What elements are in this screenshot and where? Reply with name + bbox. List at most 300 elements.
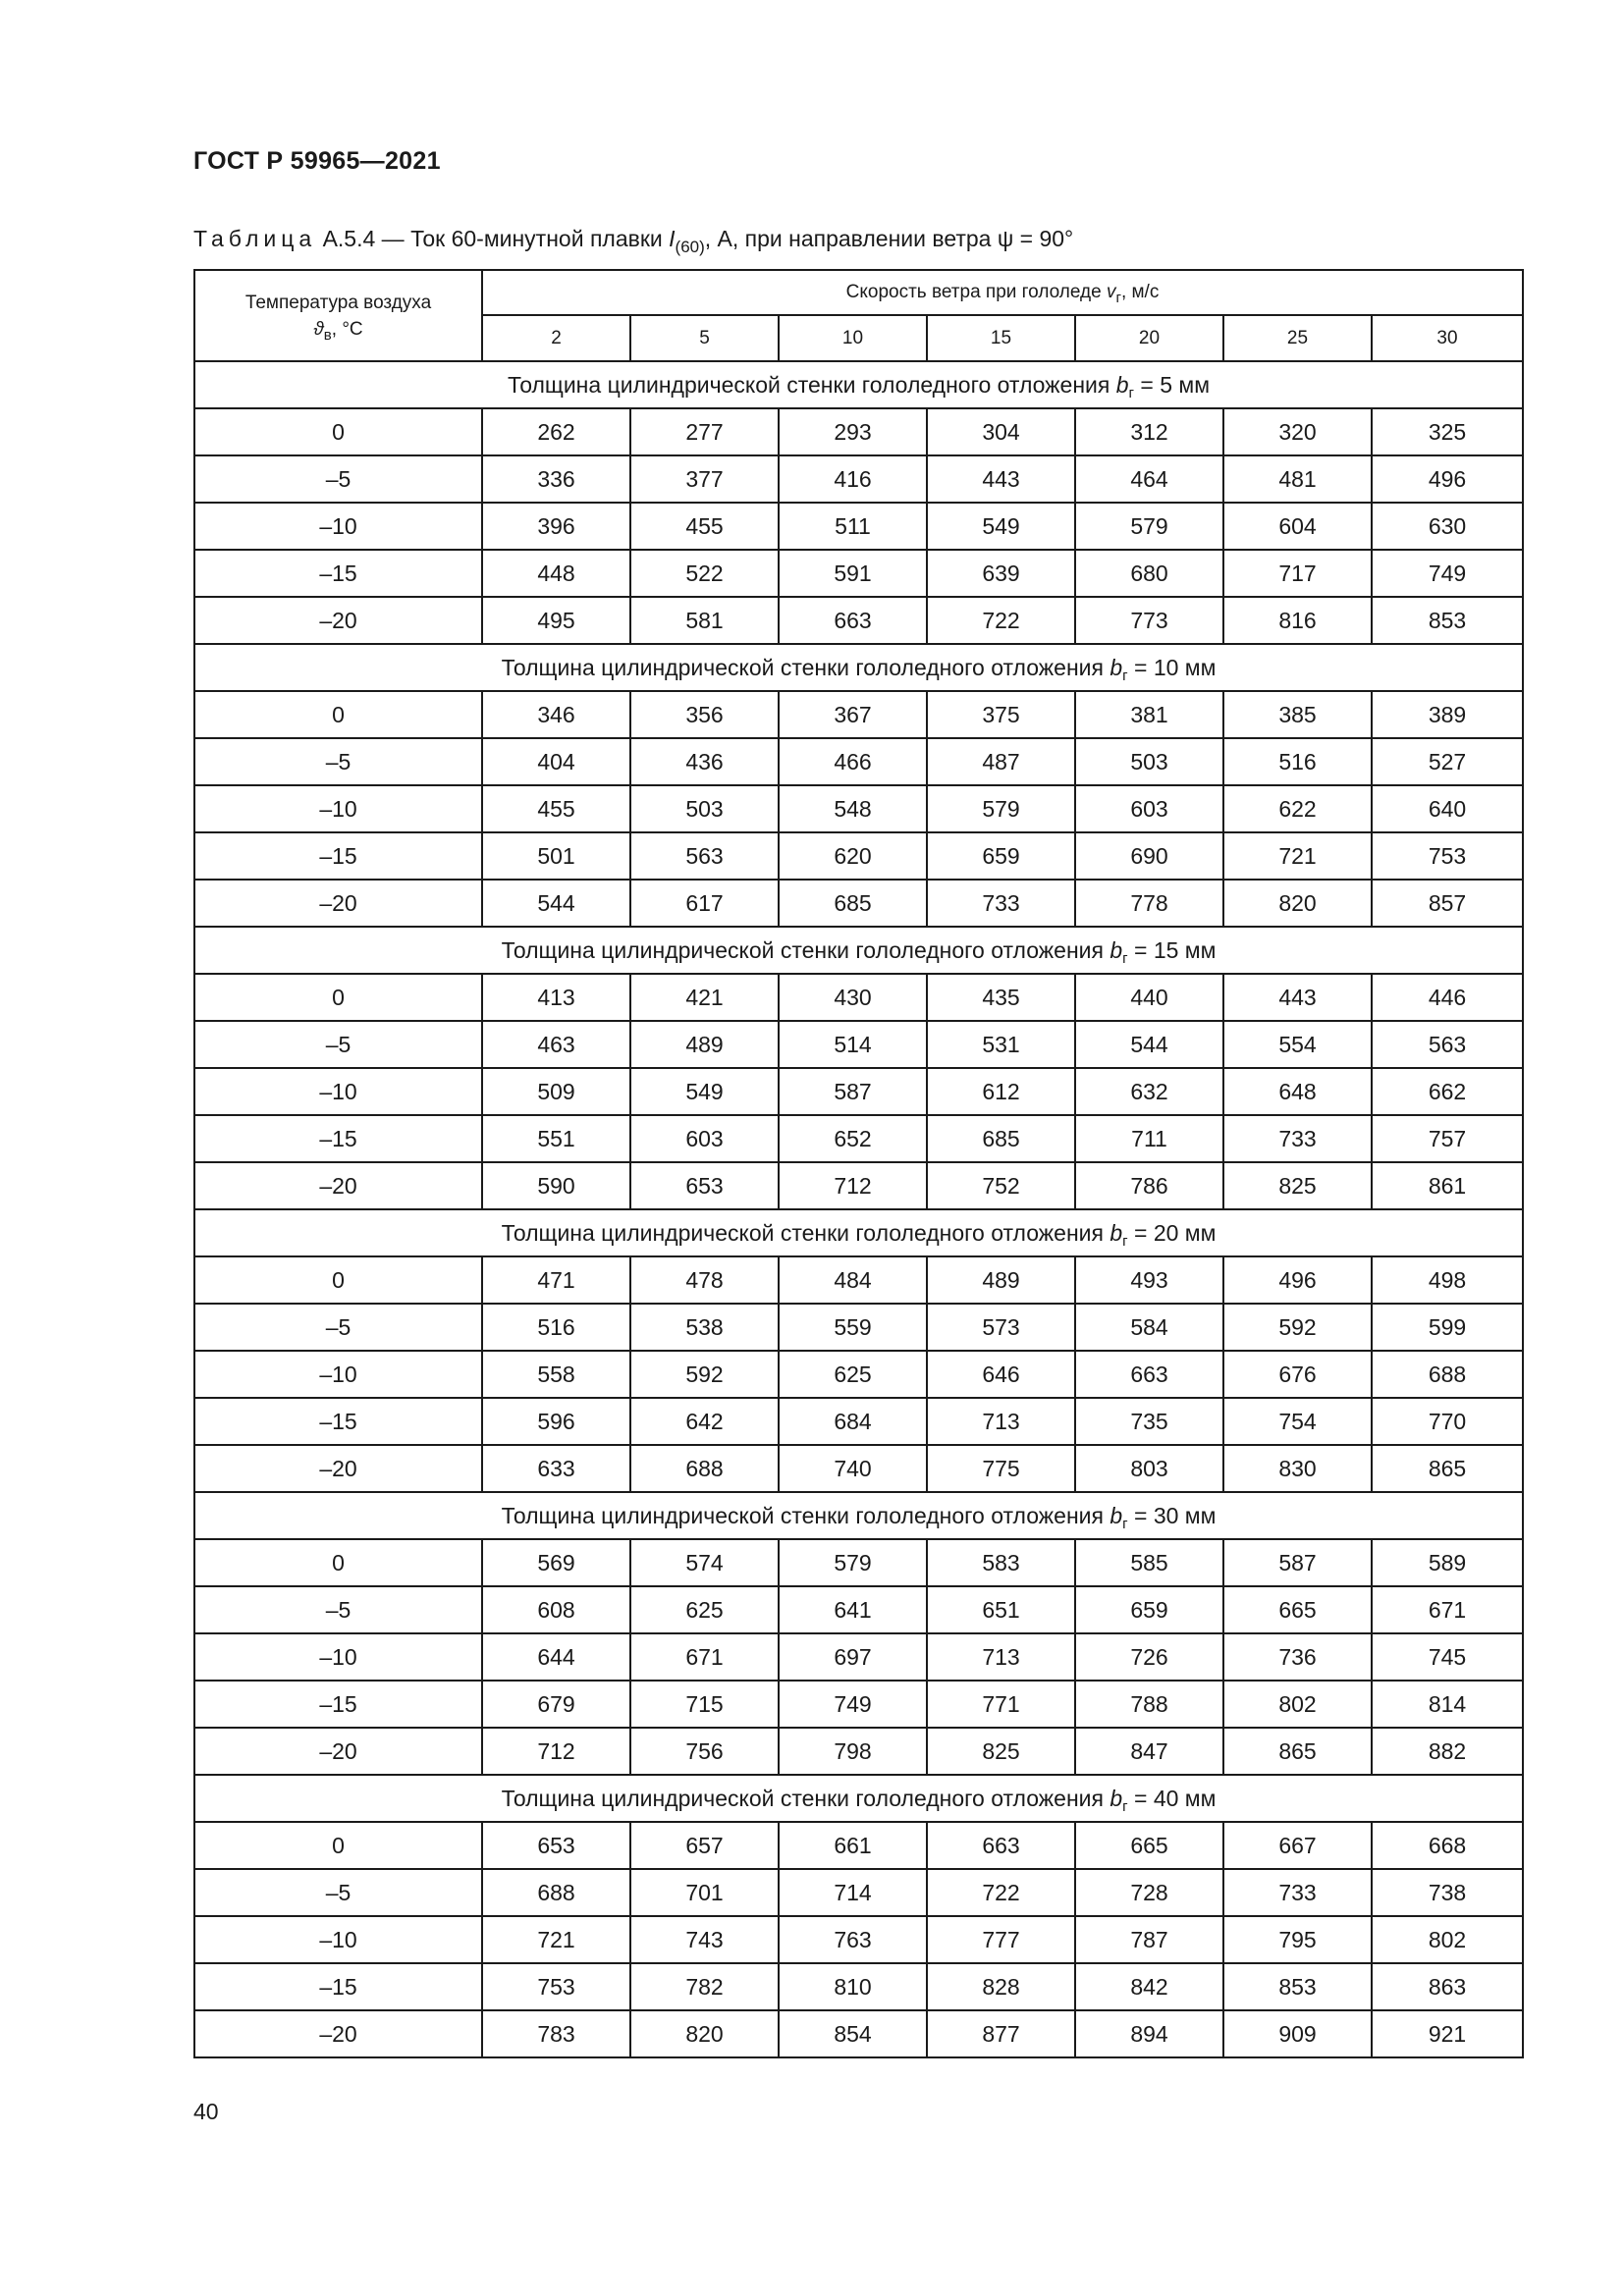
current-value-cell: 863 bbox=[1372, 1963, 1523, 2010]
section-symbol: b bbox=[1110, 1785, 1123, 1811]
current-value-cell: 825 bbox=[927, 1728, 1075, 1775]
current-value-cell: 583 bbox=[927, 1539, 1075, 1586]
current-value-cell: 733 bbox=[927, 880, 1075, 927]
table-row bbox=[194, 1304, 1523, 1351]
current-value-cell: 498 bbox=[1372, 1256, 1523, 1304]
table-row bbox=[194, 1256, 1523, 1304]
document-header: ГОСТ Р 59965—2021 bbox=[193, 147, 441, 175]
table-row bbox=[194, 1869, 1523, 1916]
table-row bbox=[194, 1916, 1523, 1963]
current-value-cell: 569 bbox=[482, 1539, 630, 1586]
current-value-cell: 563 bbox=[1372, 1021, 1523, 1068]
current-value-cell: 584 bbox=[1075, 1304, 1223, 1351]
current-value-cell: 367 bbox=[779, 691, 927, 738]
temperature-cell: –15 bbox=[194, 550, 482, 597]
table-row bbox=[194, 597, 1523, 644]
section-heading bbox=[194, 1209, 1523, 1256]
current-value-cell: 633 bbox=[482, 1445, 630, 1492]
current-value-cell: 579 bbox=[779, 1539, 927, 1586]
temperature-cell: –5 bbox=[194, 1021, 482, 1068]
current-value-cell: 795 bbox=[1223, 1916, 1372, 1963]
current-value-cell: 603 bbox=[1075, 785, 1223, 832]
table-row bbox=[194, 1162, 1523, 1209]
current-value-cell: 711 bbox=[1075, 1115, 1223, 1162]
current-value-cell: 680 bbox=[1075, 550, 1223, 597]
current-value-cell: 548 bbox=[779, 785, 927, 832]
current-value-cell: 722 bbox=[927, 1869, 1075, 1916]
current-value-cell: 714 bbox=[779, 1869, 927, 1916]
section-row bbox=[194, 644, 1523, 691]
section-symbol-sub: г bbox=[1122, 1232, 1128, 1250]
caption-symbol-sub: (60) bbox=[675, 238, 705, 256]
current-value-cell: 653 bbox=[482, 1822, 630, 1869]
table-row bbox=[194, 880, 1523, 927]
temperature-cell: –10 bbox=[194, 785, 482, 832]
current-value-cell: 549 bbox=[927, 503, 1075, 550]
current-value-cell: 389 bbox=[1372, 691, 1523, 738]
section-heading-text: Толщина цилиндрической стенки гололедного отложения bbox=[507, 371, 1116, 398]
current-value-cell: 385 bbox=[1223, 691, 1372, 738]
current-value-cell: 770 bbox=[1372, 1398, 1523, 1445]
current-value-cell: 336 bbox=[482, 455, 630, 503]
current-value-cell: 685 bbox=[927, 1115, 1075, 1162]
current-value-cell: 277 bbox=[630, 408, 779, 455]
current-value-cell: 320 bbox=[1223, 408, 1372, 455]
current-value-cell: 489 bbox=[927, 1256, 1075, 1304]
current-value-cell: 735 bbox=[1075, 1398, 1223, 1445]
current-value-cell: 421 bbox=[630, 974, 779, 1021]
temperature-unit: , °С bbox=[331, 318, 363, 340]
table-body bbox=[194, 361, 1523, 2057]
current-table bbox=[193, 269, 1524, 2058]
speed-symbol-sub: г bbox=[1115, 290, 1121, 306]
current-value-cell: 847 bbox=[1075, 1728, 1223, 1775]
current-value-cell: 749 bbox=[1372, 550, 1523, 597]
current-value-cell: 909 bbox=[1223, 2010, 1372, 2057]
table-row bbox=[194, 2010, 1523, 2057]
current-value-cell: 304 bbox=[927, 408, 1075, 455]
current-value-cell: 756 bbox=[630, 1728, 779, 1775]
current-value-cell: 596 bbox=[482, 1398, 630, 1445]
table-row bbox=[194, 1681, 1523, 1728]
current-value-cell: 608 bbox=[482, 1586, 630, 1633]
temperature-cell: 0 bbox=[194, 1256, 482, 1304]
current-value-cell: 651 bbox=[927, 1586, 1075, 1633]
current-value-cell: 549 bbox=[630, 1068, 779, 1115]
current-value-cell: 591 bbox=[779, 550, 927, 597]
current-value-cell: 592 bbox=[630, 1351, 779, 1398]
current-value-cell: 688 bbox=[482, 1869, 630, 1916]
table-row bbox=[194, 455, 1523, 503]
current-value-cell: 639 bbox=[927, 550, 1075, 597]
current-value-cell: 712 bbox=[779, 1162, 927, 1209]
section-row bbox=[194, 1209, 1523, 1256]
table-row bbox=[194, 1633, 1523, 1681]
speed-symbol: v bbox=[1106, 282, 1116, 302]
temperature-cell: 0 bbox=[194, 1539, 482, 1586]
current-value-cell: 527 bbox=[1372, 738, 1523, 785]
current-value-cell: 688 bbox=[1372, 1351, 1523, 1398]
current-value-cell: 665 bbox=[1223, 1586, 1372, 1633]
current-value-cell: 722 bbox=[927, 597, 1075, 644]
table-row bbox=[194, 738, 1523, 785]
current-value-cell: 715 bbox=[630, 1681, 779, 1728]
current-value-cell: 590 bbox=[482, 1162, 630, 1209]
current-value-cell: 455 bbox=[482, 785, 630, 832]
section-heading bbox=[194, 644, 1523, 691]
current-value-cell: 495 bbox=[482, 597, 630, 644]
table-row bbox=[194, 1586, 1523, 1633]
section-symbol: b bbox=[1115, 371, 1129, 398]
current-value-cell: 531 bbox=[927, 1021, 1075, 1068]
current-value-cell: 783 bbox=[482, 2010, 630, 2057]
current-value-cell: 603 bbox=[630, 1115, 779, 1162]
current-value-cell: 690 bbox=[1075, 832, 1223, 880]
table-row bbox=[194, 1445, 1523, 1492]
section-symbol-sub: г bbox=[1122, 667, 1128, 684]
current-value-cell: 487 bbox=[927, 738, 1075, 785]
speed-header-text: Скорость ветра при гололеде bbox=[845, 282, 1107, 302]
current-value-cell: 752 bbox=[927, 1162, 1075, 1209]
current-value-cell: 381 bbox=[1075, 691, 1223, 738]
current-value-cell: 745 bbox=[1372, 1633, 1523, 1681]
current-value-cell: 496 bbox=[1372, 455, 1523, 503]
current-value-cell: 757 bbox=[1372, 1115, 1523, 1162]
current-value-cell: 861 bbox=[1372, 1162, 1523, 1209]
section-row bbox=[194, 361, 1523, 408]
current-value-cell: 293 bbox=[779, 408, 927, 455]
current-value-cell: 659 bbox=[927, 832, 1075, 880]
current-value-cell: 802 bbox=[1372, 1916, 1523, 1963]
current-value-cell: 632 bbox=[1075, 1068, 1223, 1115]
current-value-cell: 802 bbox=[1223, 1681, 1372, 1728]
current-value-cell: 448 bbox=[482, 550, 630, 597]
current-value-cell: 493 bbox=[1075, 1256, 1223, 1304]
section-row bbox=[194, 1775, 1523, 1822]
current-value-cell: 471 bbox=[482, 1256, 630, 1304]
current-value-cell: 455 bbox=[630, 503, 779, 550]
current-value-cell: 501 bbox=[482, 832, 630, 880]
current-value-cell: 404 bbox=[482, 738, 630, 785]
table-row bbox=[194, 832, 1523, 880]
current-value-cell: 684 bbox=[779, 1398, 927, 1445]
current-value-cell: 481 bbox=[1223, 455, 1372, 503]
temperature-header bbox=[194, 270, 482, 361]
section-symbol: b bbox=[1110, 654, 1123, 680]
current-value-cell: 659 bbox=[1075, 1586, 1223, 1633]
current-value-cell: 375 bbox=[927, 691, 1075, 738]
current-value-cell: 679 bbox=[482, 1681, 630, 1728]
current-value-cell: 775 bbox=[927, 1445, 1075, 1492]
section-thickness-value: = 5 мм bbox=[1134, 371, 1211, 398]
current-value-cell: 646 bbox=[927, 1351, 1075, 1398]
table-row bbox=[194, 1021, 1523, 1068]
current-value-cell: 446 bbox=[1372, 974, 1523, 1021]
section-heading-text: Толщина цилиндрической стенки гололедного отложения bbox=[501, 1502, 1110, 1528]
current-value-cell: 551 bbox=[482, 1115, 630, 1162]
current-value-cell: 671 bbox=[630, 1633, 779, 1681]
current-value-cell: 484 bbox=[779, 1256, 927, 1304]
temperature-cell: –10 bbox=[194, 1633, 482, 1681]
caption-text-after: , А, при направлении ветра ψ = 90° bbox=[704, 226, 1074, 251]
current-value-cell: 865 bbox=[1372, 1445, 1523, 1492]
current-value-cell: 262 bbox=[482, 408, 630, 455]
current-value-cell: 877 bbox=[927, 2010, 1075, 2057]
temperature-cell: –20 bbox=[194, 597, 482, 644]
current-value-cell: 522 bbox=[630, 550, 779, 597]
current-value-cell: 853 bbox=[1223, 1963, 1372, 2010]
current-value-cell: 503 bbox=[630, 785, 779, 832]
current-value-cell: 622 bbox=[1223, 785, 1372, 832]
section-row bbox=[194, 927, 1523, 974]
section-heading bbox=[194, 927, 1523, 974]
section-symbol-sub: г bbox=[1122, 949, 1128, 967]
temperature-cell: –10 bbox=[194, 1068, 482, 1115]
temperature-cell: –15 bbox=[194, 1681, 482, 1728]
current-value-cell: 346 bbox=[482, 691, 630, 738]
current-value-cell: 516 bbox=[482, 1304, 630, 1351]
current-value-cell: 544 bbox=[482, 880, 630, 927]
caption-number: A.5.4 bbox=[322, 226, 376, 251]
temperature-cell: –15 bbox=[194, 1963, 482, 2010]
temperature-cell: –5 bbox=[194, 455, 482, 503]
current-value-cell: 440 bbox=[1075, 974, 1223, 1021]
temperature-cell: –10 bbox=[194, 503, 482, 550]
temperature-cell: –5 bbox=[194, 738, 482, 785]
current-value-cell: 573 bbox=[927, 1304, 1075, 1351]
current-value-cell: 463 bbox=[482, 1021, 630, 1068]
temperature-cell: –15 bbox=[194, 1115, 482, 1162]
current-value-cell: 773 bbox=[1075, 597, 1223, 644]
current-value-cell: 713 bbox=[927, 1398, 1075, 1445]
table-row bbox=[194, 1822, 1523, 1869]
current-value-cell: 558 bbox=[482, 1351, 630, 1398]
current-value-cell: 413 bbox=[482, 974, 630, 1021]
table-row bbox=[194, 550, 1523, 597]
section-symbol-sub: г bbox=[1122, 1515, 1128, 1532]
temperature-cell: –5 bbox=[194, 1869, 482, 1916]
current-value-cell: 771 bbox=[927, 1681, 1075, 1728]
temperature-cell: 0 bbox=[194, 1822, 482, 1869]
current-value-cell: 721 bbox=[1223, 832, 1372, 880]
current-value-cell: 581 bbox=[630, 597, 779, 644]
current-value-cell: 857 bbox=[1372, 880, 1523, 927]
current-value-cell: 466 bbox=[779, 738, 927, 785]
current-value-cell: 798 bbox=[779, 1728, 927, 1775]
current-value-cell: 604 bbox=[1223, 503, 1372, 550]
current-value-cell: 740 bbox=[779, 1445, 927, 1492]
table-row bbox=[194, 1351, 1523, 1398]
section-heading-text: Толщина цилиндрической стенки гололедного отложения bbox=[501, 936, 1110, 963]
speed-column-header: 2 bbox=[482, 315, 630, 361]
current-value-cell: 644 bbox=[482, 1633, 630, 1681]
table-row bbox=[194, 1398, 1523, 1445]
section-symbol-sub: г bbox=[1122, 1797, 1128, 1815]
temperature-header-title: Температура воздуха bbox=[244, 292, 432, 313]
current-value-cell: 430 bbox=[779, 974, 927, 1021]
current-value-cell: 763 bbox=[779, 1916, 927, 1963]
current-value-cell: 514 bbox=[779, 1021, 927, 1068]
current-value-cell: 726 bbox=[1075, 1633, 1223, 1681]
current-value-cell: 749 bbox=[779, 1681, 927, 1728]
page-number: 40 bbox=[193, 2099, 219, 2124]
current-value-cell: 396 bbox=[482, 503, 630, 550]
current-value-cell: 599 bbox=[1372, 1304, 1523, 1351]
current-value-cell: 842 bbox=[1075, 1963, 1223, 2010]
current-value-cell: 728 bbox=[1075, 1869, 1223, 1916]
current-value-cell: 503 bbox=[1075, 738, 1223, 785]
current-value-cell: 753 bbox=[482, 1963, 630, 2010]
current-value-cell: 894 bbox=[1075, 2010, 1223, 2057]
current-value-cell: 612 bbox=[927, 1068, 1075, 1115]
section-row bbox=[194, 1492, 1523, 1539]
current-value-cell: 685 bbox=[779, 880, 927, 927]
current-value-cell: 648 bbox=[1223, 1068, 1372, 1115]
current-value-cell: 544 bbox=[1075, 1021, 1223, 1068]
current-value-cell: 653 bbox=[630, 1162, 779, 1209]
current-value-cell: 713 bbox=[927, 1633, 1075, 1681]
current-value-cell: 587 bbox=[1223, 1539, 1372, 1586]
section-heading bbox=[194, 361, 1523, 408]
current-value-cell: 782 bbox=[630, 1963, 779, 2010]
temperature-cell: –20 bbox=[194, 1445, 482, 1492]
table-row bbox=[194, 1963, 1523, 2010]
current-value-cell: 620 bbox=[779, 832, 927, 880]
current-value-cell: 356 bbox=[630, 691, 779, 738]
temperature-cell: –20 bbox=[194, 1728, 482, 1775]
current-value-cell: 712 bbox=[482, 1728, 630, 1775]
section-thickness-value: = 30 мм bbox=[1127, 1502, 1217, 1528]
current-value-cell: 668 bbox=[1372, 1822, 1523, 1869]
temperature-cell: –10 bbox=[194, 1351, 482, 1398]
current-value-cell: 814 bbox=[1372, 1681, 1523, 1728]
section-heading-text: Толщина цилиндрической стенки гололедного отложения bbox=[501, 1219, 1110, 1246]
temperature-cell: –5 bbox=[194, 1304, 482, 1351]
current-value-cell: 592 bbox=[1223, 1304, 1372, 1351]
current-value-cell: 754 bbox=[1223, 1398, 1372, 1445]
temperature-cell: 0 bbox=[194, 408, 482, 455]
current-value-cell: 496 bbox=[1223, 1256, 1372, 1304]
current-value-cell: 579 bbox=[927, 785, 1075, 832]
current-value-cell: 663 bbox=[779, 597, 927, 644]
current-value-cell: 810 bbox=[779, 1963, 927, 2010]
current-value-cell: 509 bbox=[482, 1068, 630, 1115]
temperature-symbol: ϑ bbox=[313, 318, 324, 340]
table-row bbox=[194, 408, 1523, 455]
table-row bbox=[194, 1068, 1523, 1115]
table-row bbox=[194, 1115, 1523, 1162]
current-value-cell: 788 bbox=[1075, 1681, 1223, 1728]
temperature-cell: –20 bbox=[194, 1162, 482, 1209]
speed-column-header: 25 bbox=[1223, 315, 1372, 361]
current-value-cell: 661 bbox=[779, 1822, 927, 1869]
temperature-cell: –15 bbox=[194, 832, 482, 880]
current-value-cell: 828 bbox=[927, 1963, 1075, 2010]
current-value-cell: 921 bbox=[1372, 2010, 1523, 2057]
caption-text-before: — Ток 60-минутной плавки bbox=[375, 226, 670, 251]
speed-group-header bbox=[482, 270, 1523, 315]
current-value-cell: 538 bbox=[630, 1304, 779, 1351]
current-value-cell: 559 bbox=[779, 1304, 927, 1351]
temperature-cell: 0 bbox=[194, 974, 482, 1021]
current-value-cell: 617 bbox=[630, 880, 779, 927]
current-value-cell: 325 bbox=[1372, 408, 1523, 455]
current-value-cell: 733 bbox=[1223, 1115, 1372, 1162]
section-heading-text: Толщина цилиндрической стенки гололедного отложения bbox=[501, 654, 1110, 680]
current-value-cell: 671 bbox=[1372, 1586, 1523, 1633]
section-heading bbox=[194, 1492, 1523, 1539]
current-value-cell: 589 bbox=[1372, 1539, 1523, 1586]
temperature-cell: –20 bbox=[194, 2010, 482, 2057]
current-value-cell: 579 bbox=[1075, 503, 1223, 550]
current-value-cell: 630 bbox=[1372, 503, 1523, 550]
current-value-cell: 662 bbox=[1372, 1068, 1523, 1115]
temperature-cell: 0 bbox=[194, 691, 482, 738]
current-value-cell: 563 bbox=[630, 832, 779, 880]
table-row bbox=[194, 1728, 1523, 1775]
current-value-cell: 676 bbox=[1223, 1351, 1372, 1398]
current-value-cell: 657 bbox=[630, 1822, 779, 1869]
section-thickness-value: = 40 мм bbox=[1127, 1785, 1217, 1811]
current-value-cell: 435 bbox=[927, 974, 1075, 1021]
current-value-cell: 665 bbox=[1075, 1822, 1223, 1869]
temperature-symbol-sub: в bbox=[323, 326, 332, 344]
section-thickness-value: = 15 мм bbox=[1127, 936, 1217, 963]
temperature-cell: –10 bbox=[194, 1916, 482, 1963]
current-value-cell: 377 bbox=[630, 455, 779, 503]
current-value-cell: 688 bbox=[630, 1445, 779, 1492]
section-symbol: b bbox=[1110, 1219, 1123, 1246]
speed-unit: , м/с bbox=[1120, 282, 1160, 302]
current-value-cell: 743 bbox=[630, 1916, 779, 1963]
current-value-cell: 721 bbox=[482, 1916, 630, 1963]
current-value-cell: 641 bbox=[779, 1586, 927, 1633]
current-value-cell: 736 bbox=[1223, 1633, 1372, 1681]
current-value-cell: 717 bbox=[1223, 550, 1372, 597]
table-row bbox=[194, 503, 1523, 550]
current-value-cell: 663 bbox=[1075, 1351, 1223, 1398]
current-value-cell: 587 bbox=[779, 1068, 927, 1115]
current-value-cell: 778 bbox=[1075, 880, 1223, 927]
current-value-cell: 663 bbox=[927, 1822, 1075, 1869]
current-value-cell: 803 bbox=[1075, 1445, 1223, 1492]
current-value-cell: 786 bbox=[1075, 1162, 1223, 1209]
current-value-cell: 701 bbox=[630, 1869, 779, 1916]
section-heading-text: Толщина цилиндрической стенки гололедного отложения bbox=[501, 1785, 1110, 1811]
current-value-cell: 738 bbox=[1372, 1869, 1523, 1916]
current-value-cell: 416 bbox=[779, 455, 927, 503]
current-value-cell: 733 bbox=[1223, 1869, 1372, 1916]
current-value-cell: 625 bbox=[779, 1351, 927, 1398]
current-value-cell: 516 bbox=[1223, 738, 1372, 785]
current-value-cell: 574 bbox=[630, 1539, 779, 1586]
current-value-cell: 642 bbox=[630, 1398, 779, 1445]
table-row bbox=[194, 691, 1523, 738]
section-thickness-value: = 20 мм bbox=[1127, 1219, 1217, 1246]
current-value-cell: 640 bbox=[1372, 785, 1523, 832]
caption-prefix: Таблица bbox=[193, 226, 317, 251]
current-value-cell: 825 bbox=[1223, 1162, 1372, 1209]
current-value-cell: 312 bbox=[1075, 408, 1223, 455]
current-value-cell: 464 bbox=[1075, 455, 1223, 503]
speed-column-header: 10 bbox=[779, 315, 927, 361]
section-symbol: b bbox=[1110, 936, 1123, 963]
current-value-cell: 753 bbox=[1372, 832, 1523, 880]
speed-column-header: 15 bbox=[927, 315, 1075, 361]
table-caption bbox=[193, 226, 1074, 256]
current-value-cell: 652 bbox=[779, 1115, 927, 1162]
section-heading bbox=[194, 1775, 1523, 1822]
